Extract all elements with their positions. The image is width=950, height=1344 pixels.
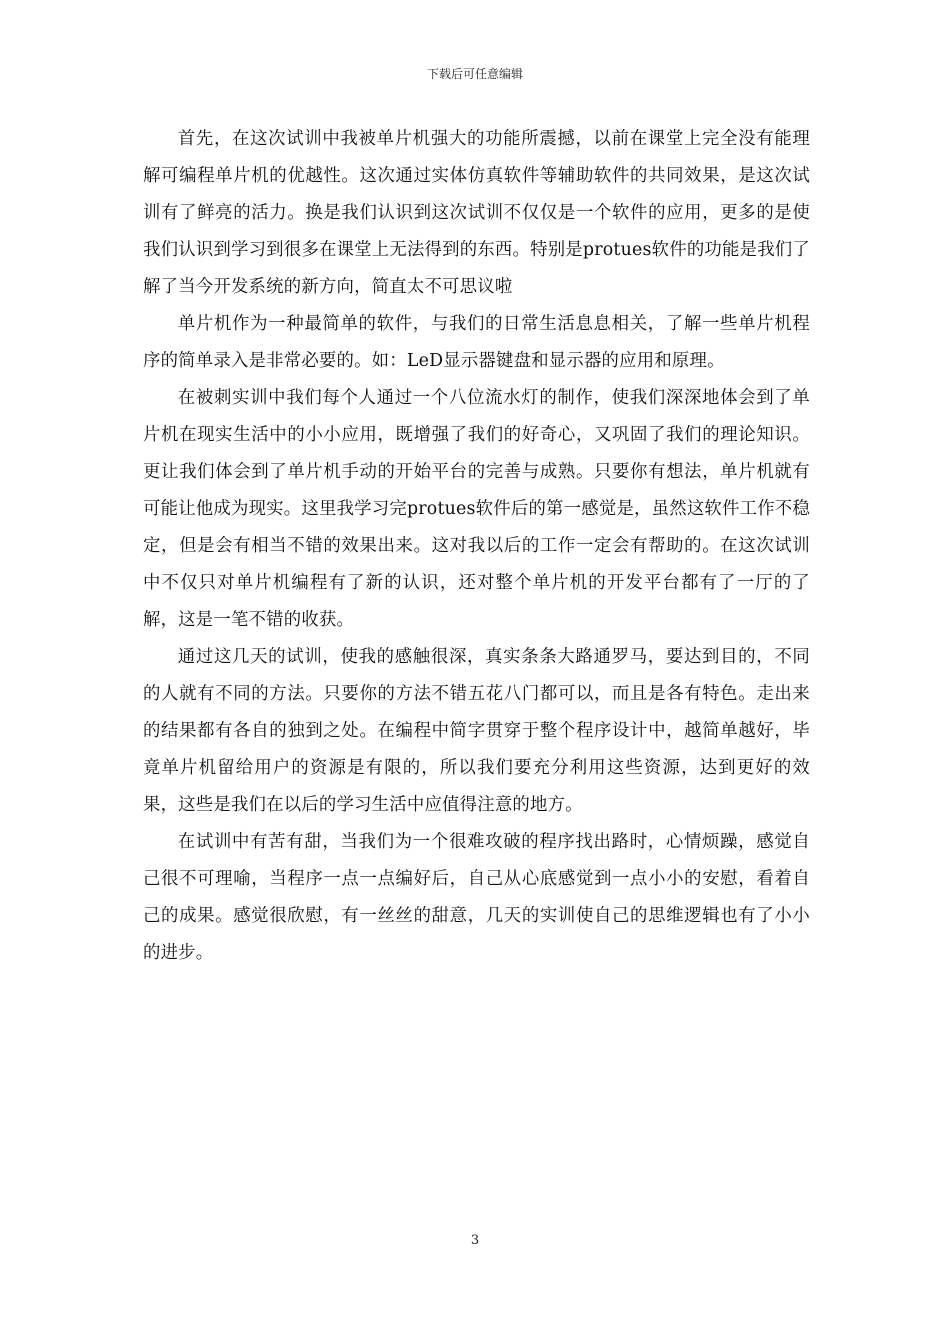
- paragraph-1: 首先，在这次试训中我被单片机强大的功能所震撼，以前在课堂上完全没有能理解可编程单片机的优越性。这次通过实体仿真软件等辅助软件的共同效果，是这次试训有了鲜亮的活力。换是我们认识到这次试训不仅仅是一个软件的应用，更多的是使我们认识到学习到很多在课堂上无法得到的东西。特别是protues软件的功能是我们了解了当今开发系统的新方向，简直太不可思议啦: [143, 129, 810, 297]
- document-body: [143, 121, 810, 972]
- page-header: 下载后可任意编辑: [426, 67, 523, 81]
- page-number: 3: [470, 1233, 480, 1248]
- paragraph-4: 通过这几天的试训，使我的感触很深，真实条条大路通罗马，要达到目的，不同的人就有不同的方法。只要你的方法不错五花八门都可以，而且是各有特色。走出来的结果都有各自的独到之处。在编程中简字贯穿于整个程序设计中，越简单越好，毕竟单片机留给用户的资源是有限的，所以我们要充分利用这些资源，达到更好的效果，这些是我们在以后的学习生活中应值得注意的地方。: [143, 647, 810, 815]
- paragraph-2: 单片机作为一种最简单的软件，与我们的日常生活息息相关，了解一些单片机程序的简单录入是非常必要的。如：LeD显示器键盘和显示器的应用和原理。: [143, 314, 810, 371]
- paragraph-3: 在被刺实训中我们每个人通过一个八位流水灯的制作，使我们深深地体会到了单片机在现实生活中的小小应用，既增强了我们的好奇心，又巩固了我们的理论知识。更让我们体会到了单片机手动的开始平台的完善与成熟。只要你有想法，单片机就有可能让他成为现实。这里我学习完protues软件后的第一感觉是，虽然这软件工作不稳定，但是会有相当不错的效果出来。这对我以后的工作一定会有帮助的。在这次试训中不仅只对单片机编程有了新的认识，还对整个单片机的开发平台都有了一厅的了解，这是一笔不错的收获。: [143, 388, 810, 630]
- paragraph-5: 在试训中有苦有甜，当我们为一个很难攻破的程序找出路时，心情烦躁，感觉自己很不可理喻，当程序一点一点编好后，自己从心底感觉到一点小小的安慰，看着自己的成果。感觉很欣慰，有一丝丝的甜意，几天的实训使自己的思维逻辑也有了小小的进步。: [143, 832, 810, 963]
